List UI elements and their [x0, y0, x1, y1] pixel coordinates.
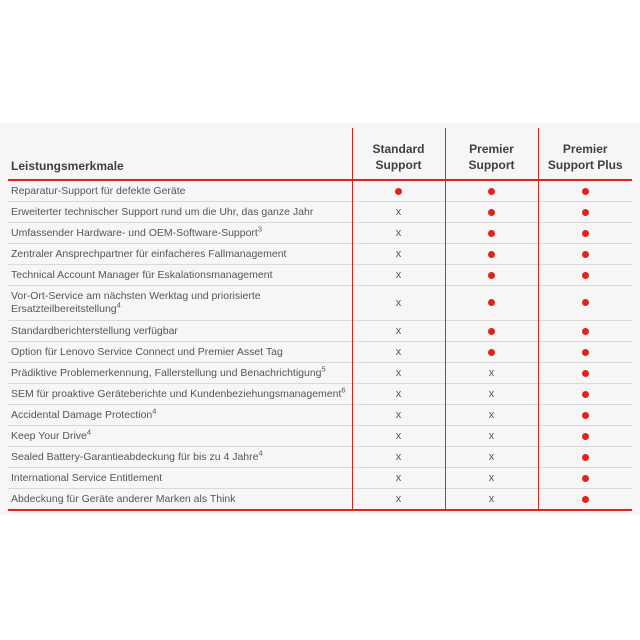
- mark-cell-included: [538, 342, 632, 363]
- feature-label: International Service Entitlement: [8, 468, 352, 489]
- not-included-x-mark: x: [488, 367, 495, 379]
- not-included-x-mark: x: [488, 472, 495, 484]
- mark-cell-included: [352, 180, 445, 202]
- mark-cell-included: [538, 405, 632, 426]
- mark-cell-not-included: [352, 223, 445, 244]
- footnote-reference: 4: [116, 300, 121, 310]
- included-dot-icon: [488, 209, 495, 216]
- not-included-x-mark: x: [488, 409, 495, 421]
- feature-label: Keep Your Drive$^4$: [8, 426, 352, 447]
- column-header-line: Premier: [469, 142, 514, 156]
- footnote-reference: 4: [258, 448, 263, 458]
- feature-table-body: [8, 180, 632, 510]
- mark-cell-not-included: [352, 286, 445, 321]
- not-included-x-mark: x: [395, 493, 402, 505]
- mark-cell-not-included: [352, 363, 445, 384]
- not-included-x-mark: x: [395, 430, 402, 442]
- mark-cell-not-included: [352, 447, 445, 468]
- mark-cell-not-included: [352, 202, 445, 223]
- feature-column-header: [8, 128, 352, 180]
- mark-cell-not-included: [445, 447, 538, 468]
- column-header-premier-support: [445, 128, 538, 180]
- table-row: [8, 265, 632, 286]
- feature-label: Sealed Battery-Garantieabdeckung für bis zu 4 Jahre$^4$: [8, 447, 352, 468]
- mark-cell-included: [538, 286, 632, 321]
- included-dot-icon: [582, 230, 589, 237]
- not-included-x-mark: x: [395, 409, 402, 421]
- not-included-x-mark: x: [395, 248, 402, 260]
- included-dot-icon: [582, 349, 589, 356]
- mark-cell-included: [538, 223, 632, 244]
- mark-cell-not-included: [352, 342, 445, 363]
- mark-cell-not-included: [445, 363, 538, 384]
- table-row: [8, 363, 632, 384]
- not-included-x-mark: x: [395, 346, 402, 358]
- mark-cell-included: [445, 223, 538, 244]
- included-dot-icon: [582, 299, 589, 306]
- mark-cell-included: [538, 180, 632, 202]
- not-included-x-mark: x: [488, 451, 495, 463]
- not-included-x-mark: x: [395, 296, 402, 309]
- mark-cell-not-included: [352, 405, 445, 426]
- not-included-x-mark: x: [395, 472, 402, 484]
- table-row: [8, 405, 632, 426]
- not-included-x-mark: x: [488, 493, 495, 505]
- included-dot-icon: [488, 299, 495, 306]
- included-dot-icon: [582, 496, 589, 503]
- included-dot-icon: [582, 251, 589, 258]
- table-row: [8, 468, 632, 489]
- included-dot-icon: [488, 251, 495, 258]
- not-included-x-mark: x: [395, 206, 402, 218]
- included-dot-icon: [582, 454, 589, 461]
- header-row: [8, 128, 632, 180]
- mark-cell-included: [445, 286, 538, 321]
- included-dot-icon: [488, 349, 495, 356]
- column-header-line: Standard: [372, 142, 425, 156]
- mark-cell-included: [538, 468, 632, 489]
- mark-cell-not-included: [445, 405, 538, 426]
- feature-label: Umfassender Hardware- und OEM-Software-Support$^3$: [8, 223, 352, 244]
- feature-label: Technical Account Manager für Eskalationsmanagement: [8, 265, 352, 286]
- mark-cell-included: [445, 202, 538, 223]
- mark-cell-included: [538, 363, 632, 384]
- feature-label: Zentraler Ansprechpartner für einfacheres Fallmanagement: [8, 244, 352, 265]
- mark-cell-included: [445, 180, 538, 202]
- mark-cell-included: [445, 265, 538, 286]
- mark-cell-included: [538, 426, 632, 447]
- feature-label: Abdeckung für Geräte anderer Marken als Think: [8, 489, 352, 511]
- mark-cell-not-included: [352, 265, 445, 286]
- included-dot-icon: [582, 370, 589, 377]
- table-row: [8, 384, 632, 405]
- mark-cell-included: [538, 202, 632, 223]
- mark-cell-included: [538, 265, 632, 286]
- table-row: [8, 426, 632, 447]
- mark-cell-included: [445, 321, 538, 342]
- feature-label: Standardberichterstellung verfügbar: [8, 321, 352, 342]
- mark-cell-not-included: [352, 426, 445, 447]
- included-dot-icon: [488, 188, 495, 195]
- included-dot-icon: [488, 230, 495, 237]
- table-row: [8, 202, 632, 223]
- mark-cell-not-included: [445, 426, 538, 447]
- not-included-x-mark: x: [395, 227, 402, 239]
- mark-cell-not-included: [352, 468, 445, 489]
- not-included-x-mark: x: [395, 269, 402, 281]
- included-dot-icon: [488, 328, 495, 335]
- feature-column-header-label: Leistungsmerkmale: [11, 159, 124, 173]
- footnote-reference: 3: [257, 224, 263, 234]
- included-dot-icon: [582, 328, 589, 335]
- table-row: [8, 321, 632, 342]
- mark-cell-included: [538, 447, 632, 468]
- mark-cell-included: [538, 384, 632, 405]
- mark-cell-included: [538, 489, 632, 511]
- footnote-reference: 4: [152, 406, 157, 416]
- mark-cell-not-included: [445, 468, 538, 489]
- column-header-standard-support: [352, 128, 445, 180]
- feature-label: Option für Lenovo Service Connect und Premier Asset Tag: [8, 342, 352, 363]
- mark-cell-included: [445, 342, 538, 363]
- not-included-x-mark: x: [395, 388, 402, 400]
- mark-cell-not-included: [445, 384, 538, 405]
- footnote-reference: 6: [341, 385, 346, 395]
- included-dot-icon: [582, 433, 589, 440]
- table-row: [8, 244, 632, 265]
- mark-cell-included: [538, 244, 632, 265]
- included-dot-icon: [582, 272, 589, 279]
- column-header-line: Support: [468, 158, 515, 172]
- footnote-reference: 5: [321, 364, 326, 374]
- included-dot-icon: [582, 475, 589, 482]
- table-row: [8, 489, 632, 511]
- column-header-premier-support-plus: [538, 128, 632, 180]
- feature-label: SEM für proaktive Geräteberichte und Kundenbeziehungsmanagement$^6$: [8, 384, 352, 405]
- feature-label: Vor-Ort-Service am nächsten Werktag und priorisierte Ersatzteilbereitstellung$^4$: [8, 286, 352, 321]
- column-header-line: Premier: [562, 142, 608, 156]
- table-row: [8, 180, 632, 202]
- table-row: [8, 342, 632, 363]
- mark-cell-included: [445, 244, 538, 265]
- mark-cell-included: [538, 321, 632, 342]
- included-dot-icon: [395, 188, 402, 195]
- column-header-line: Support Plus: [547, 158, 623, 172]
- included-dot-icon: [582, 412, 589, 419]
- included-dot-icon: [582, 391, 589, 398]
- table-row: [8, 447, 632, 468]
- not-included-x-mark: x: [395, 451, 402, 463]
- feature-label: Prädiktive Problemerkennung, Fallerstellung und Benachrichtigung$^5$: [8, 363, 352, 384]
- feature-label: Erweiterter technischer Support rund um die Uhr, das ganze Jahr: [8, 202, 352, 223]
- not-included-x-mark: x: [488, 388, 495, 400]
- not-included-x-mark: x: [395, 325, 402, 337]
- footnote-reference: 4: [86, 427, 92, 437]
- included-dot-icon: [488, 272, 495, 279]
- not-included-x-mark: x: [488, 430, 495, 442]
- mark-cell-not-included: [352, 244, 445, 265]
- mark-cell-not-included: [352, 384, 445, 405]
- not-included-x-mark: x: [395, 367, 402, 379]
- included-dot-icon: [582, 209, 589, 216]
- feature-label: Accidental Damage Protection$^4$: [8, 405, 352, 426]
- mark-cell-not-included: [352, 321, 445, 342]
- table-row: [8, 286, 632, 321]
- included-dot-icon: [582, 188, 589, 195]
- column-header-line: Support: [375, 158, 422, 172]
- mark-cell-not-included: [352, 489, 445, 511]
- mark-cell-not-included: [445, 489, 538, 511]
- feature-label: Reparatur-Support für defekte Geräte: [11, 185, 186, 197]
- table-row: [8, 223, 632, 244]
- support-comparison-table: [8, 128, 632, 511]
